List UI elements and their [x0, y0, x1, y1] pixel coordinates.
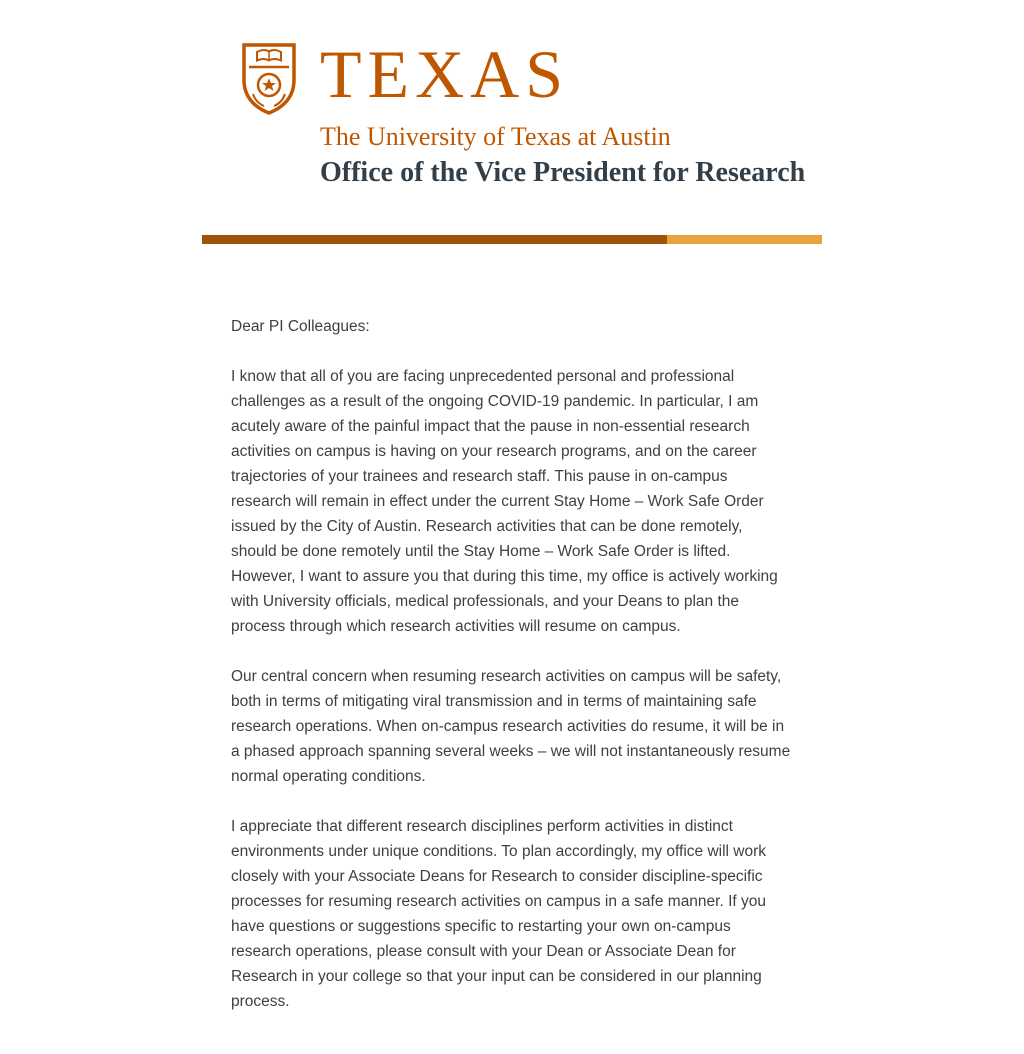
ut-shield-icon — [240, 42, 298, 121]
salutation: Dear PI Colleagues: — [231, 318, 370, 336]
email-content — [202, 0, 822, 1054]
divider-left-segment — [202, 235, 667, 244]
university-brand-header — [202, 36, 822, 189]
brand-text-block — [320, 36, 806, 189]
brand-divider — [202, 235, 822, 244]
divider-right-segment — [667, 235, 822, 244]
letter-paragraph-3: I appreciate that different research disciplines perform activities in distinct environments under unique conditions. To plan accordingly, my office will work closely with your Associate Deans for Research to consider discipline-specific processes for resuming research activities on campus in a safe manner. If you have questions or suggestions specific to restarting your own on-campus research operations, please consult with your Dean or Associate Dean for Research in your college so that your input can be considered in our planning process. — [231, 818, 767, 1011]
university-name: The University of Texas at Austin — [320, 122, 671, 151]
office-name: Office of the Vice President for Research — [320, 156, 806, 188]
texas-wordmark: TEXAS — [320, 36, 570, 112]
letter-paragraph-1: I know that all of you are facing unprecedented personal and professional challenges as a result of the ongoing COVID-19 pandemic. In particular, I am acutely aware of the painful impact that the pause in non-essential research activities on campus is having on your research programs, and on the career trajectories of your trainees and research staff. This pause in on-campus research will remain in effect under the current Stay Home – Work Safe Order issued by the City of Austin. Research activities that can be done remotely, should be done remotely until the Stay Home – Work Safe Order is lifted. However, I want to assure you that during this time, my office is actively working with University officials, medical professionals, and your Deans to plan the process through which research activities will resume on campus. — [231, 368, 778, 636]
letter-body — [202, 244, 822, 1054]
letter-paragraph-2: Our central concern when resuming research activities on campus will be safety, both in terms of mitigating viral transmission and in terms of maintaining safe research operations. When on-campus research activities do resume, it will be in a phased approach spanning several weeks – we will not instantaneously resume normal operating conditions. — [231, 668, 791, 786]
